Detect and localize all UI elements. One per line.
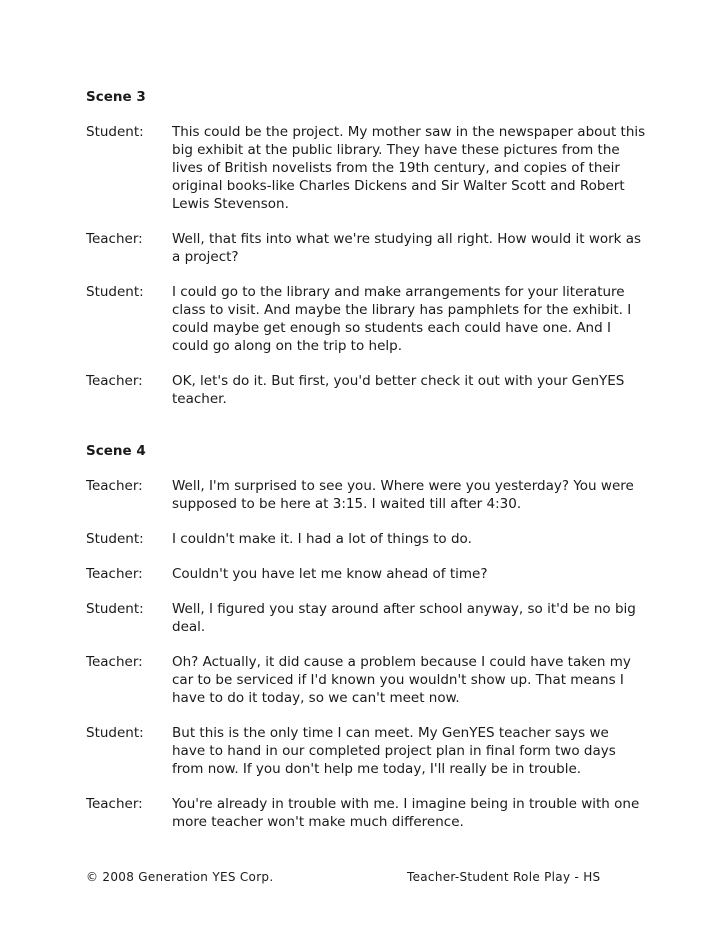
scene-4-title: Scene 4	[86, 443, 146, 459]
dialogue-text: Oh? Actually, it did cause a problem because I could have taken my car to be serviced if I'd known you wouldn't show up. That means I have to do it today, so we can't meet now.	[172, 654, 631, 706]
speaker-label: Teacher:	[86, 373, 143, 389]
document-page	[86, 88, 646, 848]
dialogue-line	[86, 230, 646, 266]
dialogue-line	[86, 283, 646, 355]
dialogue-line	[86, 653, 646, 707]
dialogue-text: OK, let's do it. But first, you'd better check it out with your GenYES teacher.	[172, 373, 625, 407]
dialogue-line	[86, 795, 646, 831]
dialogue-text: Well, I'm surprised to see you. Where were you yesterday? You were supposed to be here at 3:15. I waited till after 4:30.	[172, 478, 634, 512]
dialogue-text: This could be the project. My mother saw in the newspaper about this big exhibit at the public library. They have these pictures from the lives of British novelists from the 19th century, and copies of their original books-like Charles Dickens and Sir Walter Scott and Robert Lewis Stevenson.	[172, 124, 646, 212]
document-title-footer: Teacher-Student Role Play - HS	[407, 870, 601, 884]
dialogue-text: But this is the only time I can meet. My GenYES teacher says we have to hand in our completed project plan in final form two days from now. If you don't help me today, I'll really be in trouble.	[172, 725, 616, 777]
speaker-label: Student:	[86, 601, 144, 617]
dialogue-line	[86, 477, 646, 513]
speaker-label: Teacher:	[86, 566, 143, 582]
speaker-label: Student:	[86, 124, 144, 140]
dialogue-line	[86, 565, 646, 583]
dialogue-line	[86, 724, 646, 778]
dialogue-line	[86, 530, 646, 548]
dialogue-text: I couldn't make it. I had a lot of things to do.	[172, 531, 472, 547]
speaker-label: Teacher:	[86, 796, 143, 812]
dialogue-line	[86, 600, 646, 636]
speaker-label: Student:	[86, 284, 144, 300]
dialogue-text: Couldn't you have let me know ahead of time?	[172, 566, 488, 582]
scene-3-title: Scene 3	[86, 89, 146, 105]
dialogue-text: I could go to the library and make arrangements for your literature class to visit. And maybe the library has pamphlets for the exhibit. I could maybe get enough so students each could have one. And I could go along on the trip to help.	[172, 284, 632, 354]
speaker-label: Teacher:	[86, 231, 143, 247]
dialogue-line	[86, 372, 646, 408]
copyright-text: © 2008 Generation YES Corp.	[86, 870, 274, 884]
speaker-label: Teacher:	[86, 478, 143, 494]
speaker-label: Student:	[86, 531, 144, 547]
speaker-label: Teacher:	[86, 654, 143, 670]
speaker-label: Student:	[86, 725, 144, 741]
dialogue-text: Well, I figured you stay around after school anyway, so it'd be no big deal.	[172, 601, 636, 635]
dialogue-text: You're already in trouble with me. I imagine being in trouble with one more teacher won't make much difference.	[172, 796, 640, 830]
dialogue-line	[86, 123, 646, 213]
dialogue-text: Well, that fits into what we're studying all right. How would it work as a project?	[172, 231, 642, 265]
section-gap	[86, 425, 646, 442]
